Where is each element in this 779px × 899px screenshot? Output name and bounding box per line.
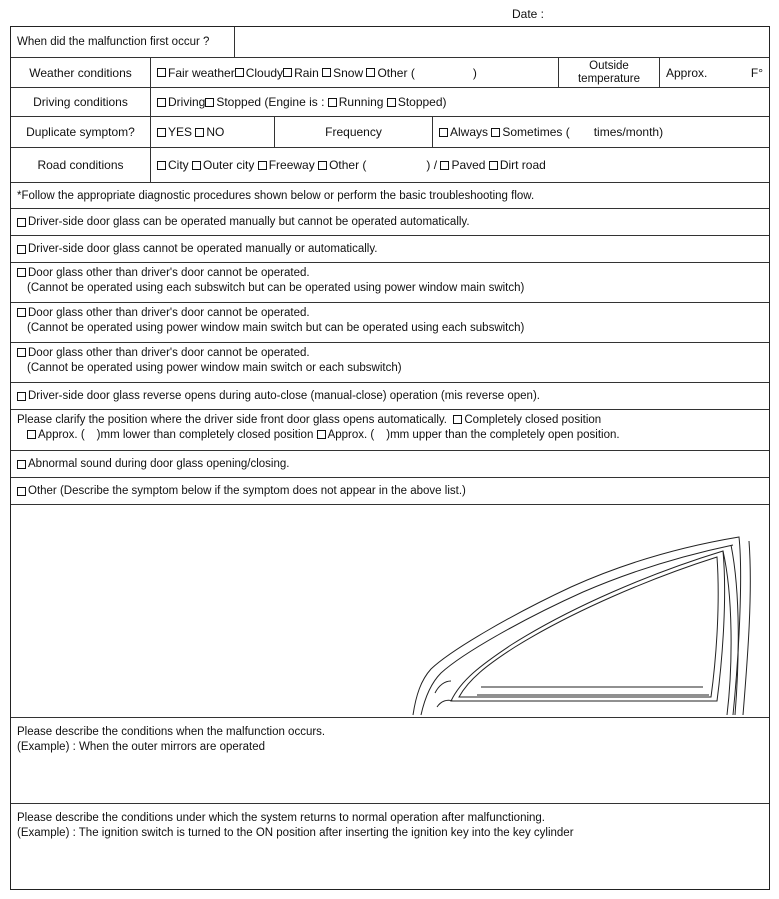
mm-upper-approx: Approx. (	[327, 429, 375, 441]
checkbox-snow[interactable]	[322, 68, 331, 77]
always-label: Always	[450, 125, 489, 139]
freeway-label: Freeway	[268, 158, 315, 172]
no-label: NO	[206, 125, 225, 139]
weather-options	[151, 58, 559, 87]
road-separator: ) /	[426, 158, 438, 172]
checkbox-outer-city[interactable]	[192, 161, 201, 170]
row-instruction	[11, 183, 769, 209]
mm-upper-text: )mm upper than the completely open position.	[386, 429, 620, 441]
checkbox-stopped[interactable]	[205, 98, 214, 107]
approx-label: Approx.	[666, 65, 708, 80]
row-symptom-7	[11, 410, 769, 451]
symptom-5-detail: (Cannot be operated using power window main switch or each subswitch)	[27, 362, 402, 374]
road-options	[151, 148, 769, 182]
engine-stopped-label: Stopped)	[397, 95, 447, 109]
frequency-label: Frequency	[275, 117, 433, 147]
row-symptom-9	[11, 478, 769, 505]
symptom-3-detail: (Cannot be operated using each subswitch but can be operated using power window main switch)	[27, 282, 525, 294]
mm-lower-text: )mm lower than completely closed position	[96, 429, 314, 441]
symptom-3-text: Door glass other than driver's door cannot be operated.	[28, 267, 310, 279]
checkbox-driving[interactable]	[157, 98, 166, 107]
fair-label: Fair weather	[168, 65, 235, 80]
row-symptom-2	[11, 236, 769, 263]
date-label: Date :	[512, 7, 545, 21]
symptom-4-text: Door glass other than driver's door cannot be operated.	[28, 307, 310, 319]
symptom-6-text: Driver-side door glass reverse opens during auto-close (manual-close) operation (mis reverse open).	[28, 390, 540, 402]
row-symptom-4	[11, 303, 769, 343]
symptom-8-text: Abnormal sound during door glass opening/closing.	[28, 458, 290, 470]
symptom-1-text: Driver-side door glass can be operated manually but cannot be operated automatically.	[28, 216, 470, 228]
checkbox-symptom-5[interactable]	[17, 348, 26, 357]
outer-city-label: Outer city	[203, 158, 255, 172]
row-symptom-8	[11, 451, 769, 478]
frequency-options	[433, 117, 769, 147]
mm-lower-approx: Approx. (	[38, 429, 85, 441]
row-symptom-1	[11, 209, 769, 236]
checkbox-symptom-6[interactable]	[17, 392, 26, 401]
driving-options	[151, 88, 769, 116]
snow-label: Snow	[333, 65, 364, 80]
instruction-text: *Follow the appropriate diagnostic procedures shown below or perform the basic troubleshooting flow.	[17, 189, 535, 202]
temp-unit: F°	[750, 65, 763, 80]
outside-temp-label	[559, 58, 660, 87]
first-occurrence-field[interactable]	[235, 27, 769, 57]
checkbox-dirt[interactable]	[489, 161, 498, 170]
row-driving	[11, 88, 769, 117]
other-weather-close: )	[472, 65, 477, 80]
symptom-9-text: Other (Describe the symptom below if the symptom does not appear in the above list.)	[28, 485, 466, 497]
checkbox-symptom-3[interactable]	[17, 268, 26, 277]
checkbox-running[interactable]	[328, 98, 337, 107]
first-occurrence-label: When did the malfunction first occur ?	[11, 27, 235, 57]
checkbox-other-weather[interactable]	[366, 68, 375, 77]
symptom-4-detail: (Cannot be operated using power window main switch but can be operated using each subswitch)	[27, 322, 525, 334]
city-label: City	[168, 158, 189, 172]
checkbox-symptom-2[interactable]	[17, 245, 26, 254]
symptom-7-text: Please clarify the position where the driver side front door glass opens automatically.	[17, 414, 447, 426]
rain-label: Rain	[294, 65, 319, 80]
checkbox-other-road[interactable]	[318, 161, 327, 170]
duplicate-label: Duplicate symptom?	[11, 117, 151, 147]
running-opt-label: Running	[338, 95, 384, 109]
yes-label: YES	[168, 125, 193, 139]
checkbox-no[interactable]	[195, 128, 204, 137]
row-weather	[11, 58, 769, 88]
malfunction-form	[10, 26, 770, 890]
other-road-label: Other (	[329, 158, 367, 172]
conditions-example: (Example) : When the outer mirrors are operated	[17, 741, 265, 753]
checkbox-symptom-4[interactable]	[17, 308, 26, 317]
checkbox-rain[interactable]	[283, 68, 292, 77]
checkbox-city[interactable]	[157, 161, 166, 170]
row-symptom-3	[11, 263, 769, 303]
checkbox-engine-stopped[interactable]	[387, 98, 396, 107]
symptom-description-area[interactable]	[11, 505, 769, 718]
checkbox-fair[interactable]	[157, 68, 166, 77]
checkbox-mm-lower[interactable]	[27, 430, 36, 439]
checkbox-symptom-8[interactable]	[17, 460, 26, 469]
symptom-5-text: Door glass other than driver's door cannot be operated.	[28, 347, 310, 359]
checkbox-completely-closed[interactable]	[453, 415, 462, 424]
row-road	[11, 148, 769, 183]
outside-temp-value[interactable]	[660, 58, 769, 87]
checkbox-always[interactable]	[439, 128, 448, 137]
checkbox-cloudy[interactable]	[235, 68, 244, 77]
sometimes-label: Sometimes (	[502, 125, 570, 139]
dirt-label: Dirt road	[499, 158, 546, 172]
weather-label: Weather conditions	[11, 58, 151, 87]
times-month-label: times/month)	[593, 125, 664, 139]
driving-opt-label: Driving	[168, 95, 206, 109]
checkbox-symptom-1[interactable]	[17, 218, 26, 227]
duplicate-options	[151, 117, 275, 147]
recovery-example: (Example) : The ignition switch is turned to the ON position after inserting the ignition key into the key cylinder	[17, 827, 574, 839]
checkbox-mm-upper[interactable]	[317, 430, 326, 439]
recovery-prompt: Please describe the conditions under which the system returns to normal operation after malfunctioning.	[17, 812, 546, 824]
row-first-occurrence	[11, 27, 769, 58]
outside-temp-line1: Outside	[589, 59, 629, 72]
other-weather-label: Other (	[377, 65, 415, 80]
checkbox-freeway[interactable]	[258, 161, 267, 170]
door-glass-illustration	[11, 505, 771, 718]
conditions-field[interactable]	[11, 718, 769, 804]
completely-closed-label: Completely closed position	[464, 414, 602, 426]
conditions-prompt: Please describe the conditions when the malfunction occurs.	[17, 726, 326, 738]
checkbox-paved[interactable]	[440, 161, 449, 170]
symptom-2-text: Driver-side door glass cannot be operated manually or automatically.	[28, 243, 378, 255]
checkbox-symptom-9[interactable]	[17, 487, 26, 496]
cloudy-label: Cloudy	[245, 65, 284, 80]
checkbox-sometimes[interactable]	[491, 128, 500, 137]
row-symptom-6	[11, 383, 769, 410]
stopped-opt-label: Stopped (Engine is :	[216, 95, 325, 109]
driving-label: Driving conditions	[11, 88, 151, 116]
row-symptom-5	[11, 343, 769, 383]
paved-label: Paved	[451, 158, 486, 172]
recovery-field[interactable]	[11, 804, 769, 890]
outside-temp-line2: temperature	[577, 72, 640, 85]
road-label: Road conditions	[11, 148, 151, 182]
row-duplicate	[11, 117, 769, 148]
checkbox-yes[interactable]	[157, 128, 166, 137]
